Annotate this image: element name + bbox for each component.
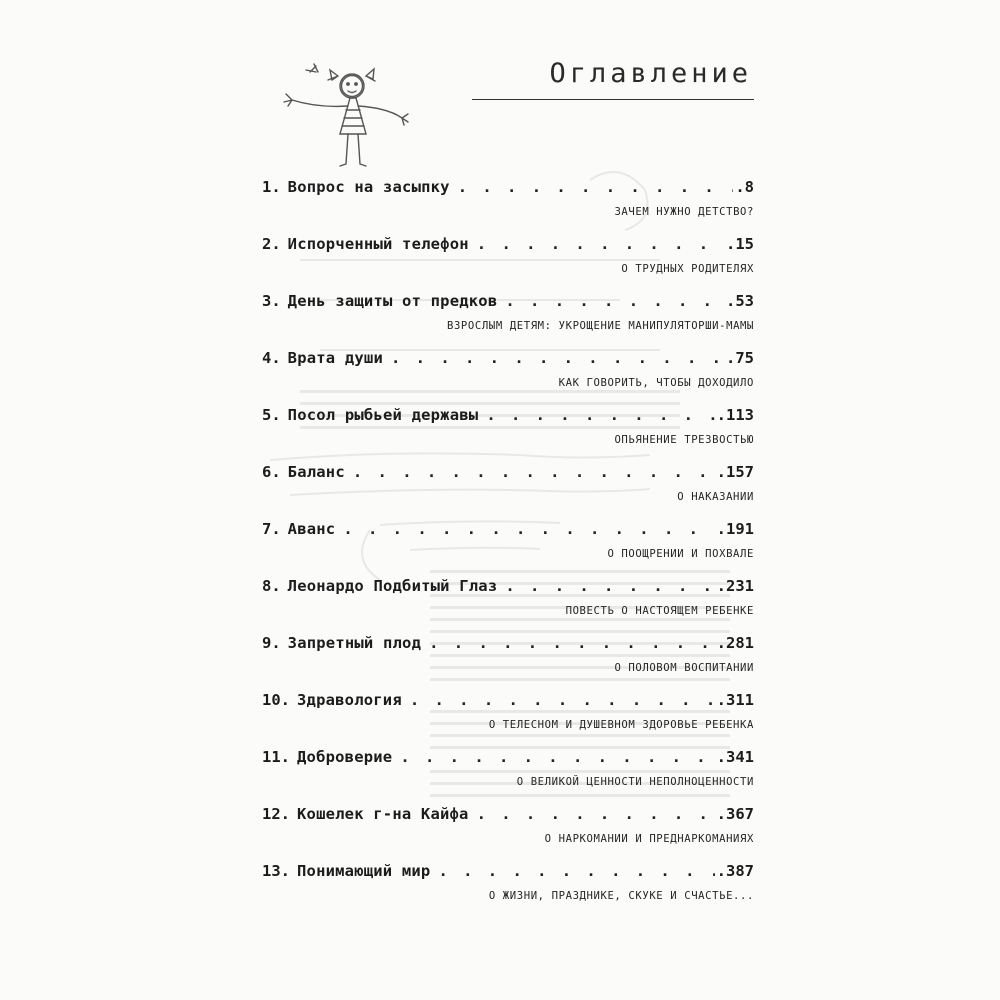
page-number: .113: [716, 406, 754, 424]
chapter-subtitle: ПОВЕСТЬ О НАСТОЯЩЕМ РЕБЕНКЕ: [565, 605, 754, 617]
chapter-title: Врата души: [287, 349, 383, 367]
chapter-subtitle: О НАКАЗАНИИ: [677, 491, 754, 503]
chapter-subtitle: ОПЬЯНЕНИЕ ТРЕЗВОСТЬЮ: [614, 434, 754, 446]
dot-leader: [486, 406, 714, 426]
table-of-contents: [262, 178, 754, 919]
chapter-title: Доброверие: [297, 748, 393, 766]
toc-entry[interactable]: [262, 235, 754, 292]
chapter-subtitle: О НАРКОМАНИИ И ПРЕДНАРКОМАНИЯХ: [544, 833, 754, 845]
page-number: .231: [716, 577, 754, 595]
dot-leader: [458, 178, 734, 198]
chapter-subtitle: ЗАЧЕМ НУЖНО ДЕТСТВО?: [614, 206, 754, 218]
chapter-number: 11.: [262, 748, 290, 766]
dot-leader: [438, 862, 714, 882]
toc-entry[interactable]: [262, 520, 754, 577]
page-number: .8: [735, 178, 754, 196]
chapter-number: 7.: [262, 520, 281, 538]
toc-entry[interactable]: [262, 691, 754, 748]
chapter-subtitle: ВЗРОСЛЫМ ДЕТЯМ: УКРОЩЕНИЕ МАНИПУЛЯТОРШИ-МАМЫ: [446, 320, 754, 332]
chapter-title: Запретный плод: [287, 634, 422, 652]
page-number: .157: [716, 463, 754, 481]
toc-entry[interactable]: [262, 577, 754, 634]
toc-entry[interactable]: [262, 748, 754, 805]
chapter-subtitle: О ТЕЛЕСНОМ И ДУШЕВНОМ ЗДОРОВЬЕ РЕБЕНКА: [488, 719, 754, 731]
dot-leader: [477, 235, 724, 255]
toc-entry[interactable]: [262, 634, 754, 691]
chapter-number: 1.: [262, 178, 281, 196]
page-number: .191: [716, 520, 754, 538]
chapter-number: 10.: [262, 691, 290, 709]
page-title: Оглавление: [549, 58, 752, 89]
chapter-number: 8.: [262, 577, 281, 595]
toc-entry[interactable]: [262, 349, 754, 406]
page-number: .311: [716, 691, 754, 709]
chapter-subtitle: О ЖИЗНИ, ПРАЗДНИКЕ, СКУКЕ И СЧАСТЬЕ...: [488, 890, 754, 902]
page-number: .367: [716, 805, 754, 823]
dot-leader: [410, 691, 715, 711]
page-number: .341: [716, 748, 754, 766]
chapter-number: 9.: [262, 634, 281, 652]
dot-leader: [353, 463, 715, 483]
toc-entry[interactable]: [262, 292, 754, 349]
page-number: .387: [716, 862, 754, 880]
title-underline: [472, 99, 754, 100]
chapter-number: 13.: [262, 862, 290, 880]
chapter-title: Баланс: [287, 463, 345, 481]
page-number: .281: [716, 634, 754, 652]
page-number: .75: [726, 349, 754, 367]
chapter-title: Здравология: [297, 691, 402, 709]
chapter-subtitle: О ПООЩРЕНИИ И ПОХВАЛЕ: [607, 548, 754, 560]
dot-leader: [400, 748, 714, 768]
chapter-subtitle: О ПОЛОВОМ ВОСПИТАНИИ: [614, 662, 754, 674]
toc-entry[interactable]: [262, 463, 754, 520]
toc-entry[interactable]: [262, 862, 754, 919]
chapter-subtitle: О ТРУДНЫХ РОДИТЕЛЯХ: [621, 263, 754, 275]
chapter-number: 6.: [262, 463, 281, 481]
chapter-number: 5.: [262, 406, 281, 424]
chapter-subtitle: КАК ГОВОРИТЬ, ЧТОБЫ ДОХОДИЛО: [558, 377, 754, 389]
child-doodle-icon: [262, 60, 422, 175]
dot-leader: [429, 634, 715, 654]
chapter-number: 12.: [262, 805, 290, 823]
page-number: .53: [726, 292, 754, 310]
chapter-title: Посол рыбьей державы: [287, 406, 479, 424]
chapter-title: Вопрос на засыпку: [287, 178, 450, 196]
dot-leader: [477, 805, 715, 825]
dot-leader: [391, 349, 724, 369]
dot-leader: [505, 577, 714, 597]
chapter-title: Кошелек г-на Кайфа: [297, 805, 469, 823]
chapter-title: Испорченный телефон: [287, 235, 469, 253]
toc-entry[interactable]: [262, 406, 754, 463]
chapter-number: 2.: [262, 235, 281, 253]
chapter-subtitle: О ВЕЛИКОЙ ЦЕННОСТИ НЕПОЛНОЦЕННОСТИ: [516, 776, 754, 788]
dot-leader: [505, 292, 724, 312]
chapter-title: Аванс: [287, 520, 336, 538]
chapter-title: Леонардо Подбитый Глаз: [287, 577, 498, 595]
toc-entry[interactable]: [262, 805, 754, 862]
dot-leader: [343, 520, 714, 540]
toc-entry[interactable]: [262, 178, 754, 235]
chapter-title: Понимающий мир: [297, 862, 431, 880]
chapter-title: День защиты от предков: [287, 292, 498, 310]
chapter-number: 4.: [262, 349, 281, 367]
page-number: .15: [726, 235, 754, 253]
chapter-number: 3.: [262, 292, 281, 310]
